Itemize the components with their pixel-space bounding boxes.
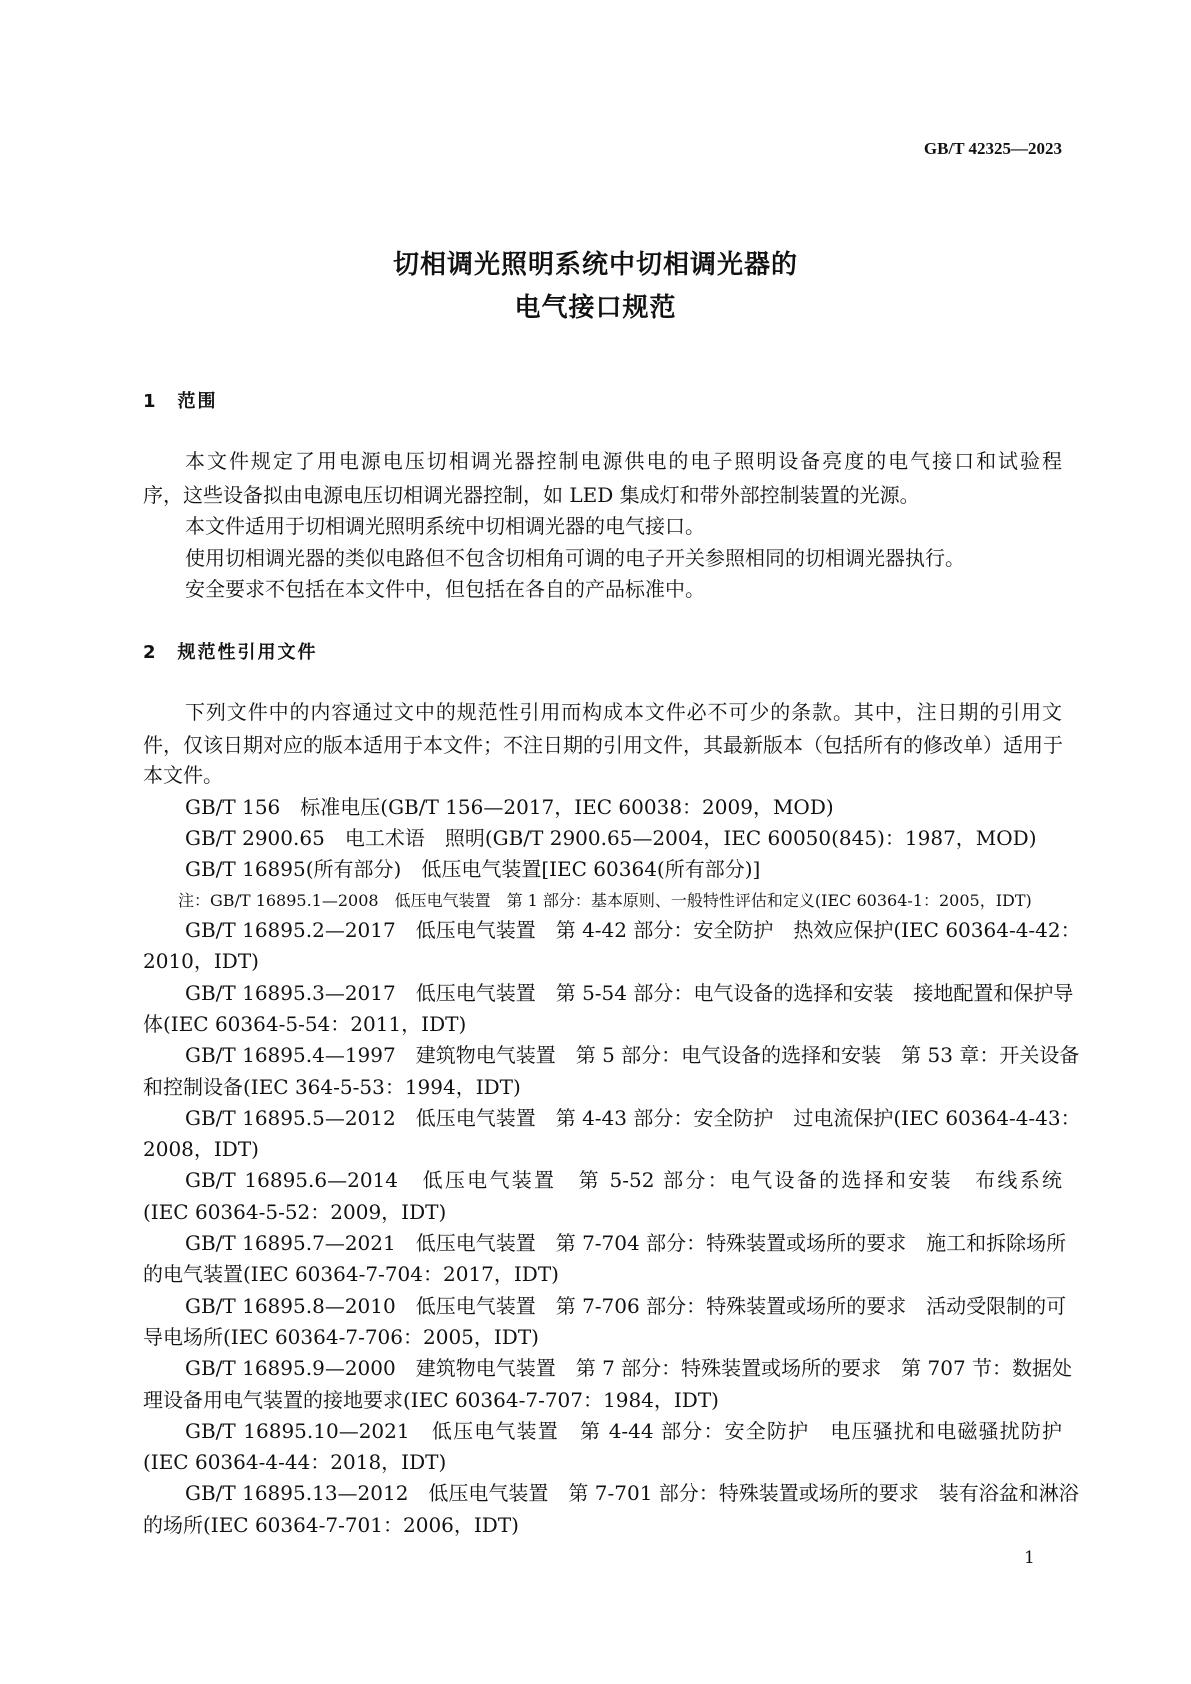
reference-item-line: 体(IEC 60364-5-54：2011，IDT) [143, 1011, 467, 1036]
reference-item-line: GB/T 16895.10—2021 低压电气装置 第 4-44 部分：安全防护 电压骚扰和电磁骚扰防护 [185, 1418, 1062, 1443]
reference-item-line: 的场所(IEC 60364-7-701：2006，IDT) [143, 1512, 519, 1537]
paragraph: 使用切相调光器的类似电路但不包含切相角可调的电子开关参照相同的切相调光器执行。 [185, 546, 965, 570]
section-title: 规范性引用文件 [177, 642, 318, 663]
section-number: 2 [143, 642, 156, 663]
paragraph-line: 本文件规定了用电源电压切相调光器控制电源供电的电子照明设备亮度的电气接口和试验程 [185, 449, 1062, 473]
reference-item-line: 导电场所(IEC 60364-7-706：2005，IDT) [143, 1324, 539, 1349]
reference-item-line: GB/T 16895.5—2012 低压电气装置 第 4-43 部分：安全防护 过电流保护(IEC 60364-4-43： [185, 1105, 1081, 1130]
reference-item-line: GB/T 16895.8—2010 低压电气装置 第 7-706 部分：特殊装置或场所的要求 活动受限制的可 [185, 1293, 1067, 1318]
standard-number: GB/T 42325—2023 [923, 139, 1062, 158]
reference-item-line: 的电气装置(IEC 60364-7-704：2017，IDT) [143, 1262, 559, 1287]
section-title: 范围 [177, 391, 218, 412]
reference-item-line: GB/T 16895.6—2014 低压电气装置 第 5-52 部分：电气设备的选择和安装 布线系统 [185, 1168, 1062, 1193]
reference-item-line: GB/T 16895.13—2012 低压电气装置 第 7-701 部分：特殊装置或场所的要求 装有浴盆和淋浴 [185, 1481, 1079, 1506]
reference-item-line: 2008，IDT) [143, 1137, 259, 1162]
section-number: 1 [143, 391, 156, 412]
paragraph-line: 件，仅该日期对应的版本适用于本文件；不注日期的引用文件，其最新版本（包括所有的修改单）适用于 [143, 733, 1063, 757]
paragraph: 安全要求不包括在本文件中，但包括在各自的产品标准中。 [185, 577, 705, 601]
reference-item-line: 2010，IDT) [143, 949, 259, 974]
paragraph-line: 下列文件中的内容通过文中的规范性引用而构成本文件必不可少的条款。其中，注日期的引用文 [185, 700, 1062, 724]
reference-item-line: (IEC 60364-5-52：2009，IDT) [143, 1199, 447, 1224]
reference-item-line: 和控制设备(IEC 364-5-53：1994，IDT) [143, 1074, 521, 1099]
page-number: 1 [1024, 1548, 1035, 1568]
reference-item: GB/T 16895(所有部分) 低压电气装置[IEC 60364(所有部分)] [185, 857, 761, 881]
reference-item-line: GB/T 16895.3—2017 低压电气装置 第 5-54 部分：电气设备的选择和安装 接地配置和保护导 [185, 980, 1074, 1005]
reference-item: GB/T 156 标准电压(GB/T 156—2017，IEC 60038：2009，MOD) [185, 795, 834, 819]
paragraph: 本文件适用于切相调光照明系统中切相调光器的电气接口。 [185, 514, 705, 538]
reference-item-line: GB/T 16895.7—2021 低压电气装置 第 7-704 部分：特殊装置或场所的要求 施工和拆除场所 [185, 1231, 1067, 1255]
reference-note: 注：GB/T 16895.1—2008 低压电气装置 第 1 部分：基本原则、一般特性评估和定义(IEC 60364-1：2005，IDT) [178, 891, 1032, 910]
section-heading-scope [143, 387, 218, 413]
reference-item-line: GB/T 16895.2—2017 低压电气装置 第 4-42 部分：安全防护 热效应保护(IEC 60364-4-42： [185, 918, 1081, 942]
reference-item: GB/T 2900.65 电工术语 照明(GB/T 2900.65—2004，IEC 60050(845)：1987，MOD) [185, 826, 1037, 850]
paragraph-line: 序，这些设备拟由电源电压切相调光器控制，如 LED 集成灯和带外部控制装置的光源。 [143, 483, 920, 507]
paragraph-line: 本文件。 [143, 763, 223, 787]
reference-item-line: (IEC 60364-4-44：2018，IDT) [143, 1450, 447, 1475]
reference-item-line: 理设备用电气装置的接地要求(IEC 60364-7-707：1984，IDT) [143, 1387, 719, 1412]
reference-item-line: GB/T 16895.4—1997 建筑物电气装置 第 5 部分：电气设备的选择和安装 第 53 章：开关设备 [185, 1043, 1080, 1068]
document-title-line2: 电气接口规范 [514, 293, 677, 323]
section-heading-normative-references [143, 638, 318, 664]
document-title-line1: 切相调光照明系统中切相调光器的 [392, 250, 798, 280]
reference-item-line: GB/T 16895.9—2000 建筑物电气装置 第 7 部分：特殊装置或场所的要求 第 707 节：数据处 [185, 1356, 1073, 1381]
